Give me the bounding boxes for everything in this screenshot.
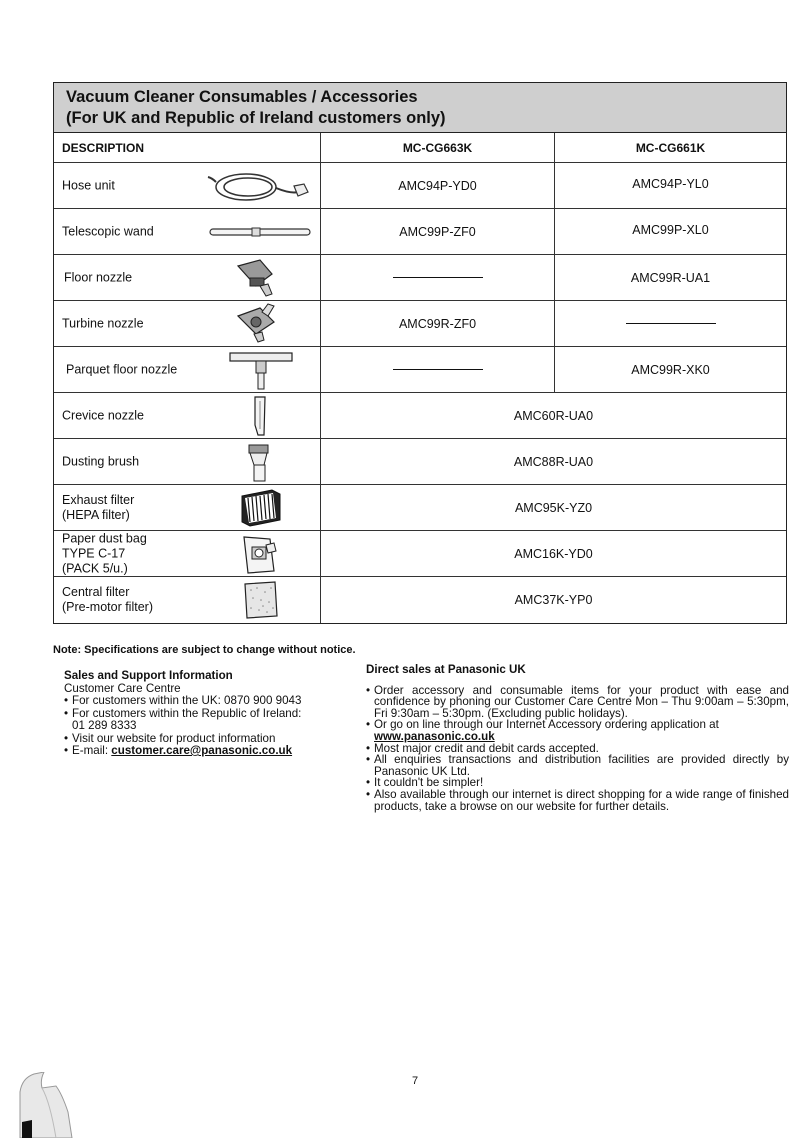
- page-number: 7: [412, 1075, 419, 1087]
- row-description: Dusting brush: [62, 454, 140, 468]
- specification-note: Note: Specifications are subject to change without notice.: [53, 644, 356, 656]
- both-models-code: AMC88R-UA0: [513, 454, 594, 469]
- direct-sales-section: [366, 664, 789, 812]
- table-row: [54, 439, 786, 485]
- email-link[interactable]: customer.care@panasonic.co.uk: [111, 744, 293, 757]
- support-item: For customers within the UK: 0870 900 9043: [72, 694, 302, 707]
- header-description: DESCRIPTION: [54, 133, 321, 162]
- model2-code: AMC99R-XK0: [631, 362, 710, 377]
- header-model2: MC-CG661K: [635, 140, 706, 155]
- support-subheading: Customer Care Centre: [64, 681, 181, 695]
- list-item: • Order accessory and consumable items for your product with ease and confidence by phoning our Customer Care Centre Mon – Thu 9:00am – 5:30pm, Fri 9:30am – 5:30pm. (Excluding public holidays).: [366, 683, 789, 720]
- dusting-brush-icon: [246, 441, 272, 483]
- both-models-code: AMC16K-YD0: [514, 546, 593, 561]
- row-description-line3: (PACK 5/u.): [62, 561, 128, 575]
- row-description: Parquet floor nozzle: [66, 362, 178, 376]
- model1-code: AMC99R-ZF0: [398, 316, 477, 331]
- direct-item: Or go on line through our Internet Accessory ordering application at: [374, 718, 719, 732]
- row-description: Turbine nozzle: [62, 316, 144, 330]
- table-row: [54, 209, 786, 255]
- list-item: • Visit our website for product information: [64, 733, 334, 746]
- direct-item: All enquiries transactions and distribution facilities are provided directly by Panasonic UK Ltd.: [374, 753, 789, 778]
- direct-item: Most major credit and debit cards accepted.: [374, 741, 599, 755]
- row-description-line1: Central filter: [62, 585, 130, 599]
- list-item: • For customers within the UK: 0870 900 9043: [64, 695, 334, 708]
- list-item: • Or go on line through our Internet Accessory ordering application at www.panasonic.co.uk: [366, 718, 719, 743]
- table-row: [54, 255, 786, 301]
- email-label: E-mail:: [72, 744, 112, 757]
- model1-code: AMC99P-ZF0: [399, 224, 476, 239]
- row-description-line1: Paper dust bag: [62, 531, 147, 545]
- crevice-nozzle-icon: [250, 395, 270, 437]
- row-description-line2: TYPE C-17: [62, 546, 126, 560]
- table-row: [54, 301, 786, 347]
- row-description-line1: Exhaust filter: [62, 492, 135, 507]
- central-filter-icon: [243, 580, 279, 620]
- not-available-dash: [393, 277, 483, 278]
- model1-code: AMC94P-YD0: [398, 178, 477, 193]
- direct-item: It couldn't be simpler!: [374, 776, 484, 790]
- header-model1: MC-CG663K: [321, 133, 555, 162]
- list-item: • Also available through our internet is direct shopping for a wide range of finished products, take a browse on our website for further details.: [366, 787, 789, 813]
- support-item-phone: 01 289 8333: [72, 719, 137, 732]
- direct-item: Also available through our internet is direct shopping for a wide range of finished products, take a browse on our website for further details.: [374, 787, 789, 813]
- both-models-code: AMC37K-YP0: [514, 593, 593, 607]
- hepa-filter-icon: [240, 488, 282, 528]
- row-description: Crevice nozzle: [62, 408, 144, 422]
- list-item: • For customers within the Republic of Ireland: 01 289 8333: [64, 706, 302, 732]
- sales-support-section: [64, 670, 334, 758]
- turbine-nozzle-icon: [234, 302, 282, 346]
- page-corner-curl-icon: [16, 1072, 80, 1138]
- list-item: • All enquiries transactions and distribution facilities are provided directly by Panasonic UK Ltd.: [366, 753, 789, 778]
- support-item: For customers within the Republic of Ireland:: [72, 706, 302, 720]
- not-available-dash: [393, 369, 483, 370]
- model2-code: AMC99P-XL0: [632, 222, 709, 237]
- table-title: [54, 83, 786, 133]
- wand-icon: [208, 225, 314, 239]
- table-row: [54, 577, 786, 623]
- direct-item: Order accessory and consumable items for your product with ease and confidence by phoning our Customer Care Centre Mon – Thu 9:00am – 5:30pm, Fri 9:30am – 5:30pm. (Excluding public holidays).: [374, 683, 789, 720]
- list-item: • E-mail: customer.care@panasonic.co.uk: [64, 744, 293, 757]
- model2-code: AMC99R-UA1: [630, 270, 711, 285]
- row-description-line2: (Pre-motor filter): [62, 600, 153, 614]
- table-row: [54, 531, 786, 577]
- table-row: [54, 163, 786, 209]
- row-description: Floor nozzle: [64, 270, 133, 284]
- row-description: [62, 531, 147, 576]
- parquet-nozzle-icon: [228, 349, 294, 391]
- both-models-code: AMC95K-YZ0: [514, 500, 593, 515]
- row-description: [62, 493, 134, 523]
- row-description: Hose unit: [62, 178, 115, 192]
- table-row: [54, 485, 786, 531]
- direct-heading: Direct sales at Panasonic UK: [366, 663, 526, 676]
- accessories-table: [53, 82, 787, 624]
- not-available-dash: [626, 323, 716, 324]
- table-header-row: [54, 133, 786, 163]
- list-item: • It couldn't be simpler!: [366, 777, 789, 789]
- table-row: [54, 347, 786, 393]
- table-title-line2: (For UK and Republic of Ireland customers only): [66, 109, 446, 127]
- list-item: • Most major credit and debit cards accepted.: [366, 743, 789, 755]
- support-item: Visit our website for product information: [72, 731, 276, 745]
- floor-nozzle-icon: [232, 256, 280, 300]
- dust-bag-icon: [240, 533, 280, 575]
- model2-code: AMC94P-YL0: [632, 176, 709, 191]
- both-models-code: AMC60R-UA0: [513, 408, 594, 423]
- row-description: Telescopic wand: [62, 224, 154, 238]
- row-description: [62, 585, 153, 615]
- row-description-line2: (HEPA filter): [62, 507, 130, 522]
- table-title-line1: Vacuum Cleaner Consumables / Accessories: [66, 88, 418, 106]
- website-link[interactable]: www.panasonic.co.uk: [374, 729, 495, 743]
- hose-icon: [206, 168, 312, 204]
- table-row: [54, 393, 786, 439]
- support-heading: Sales and Support Information: [64, 669, 233, 682]
